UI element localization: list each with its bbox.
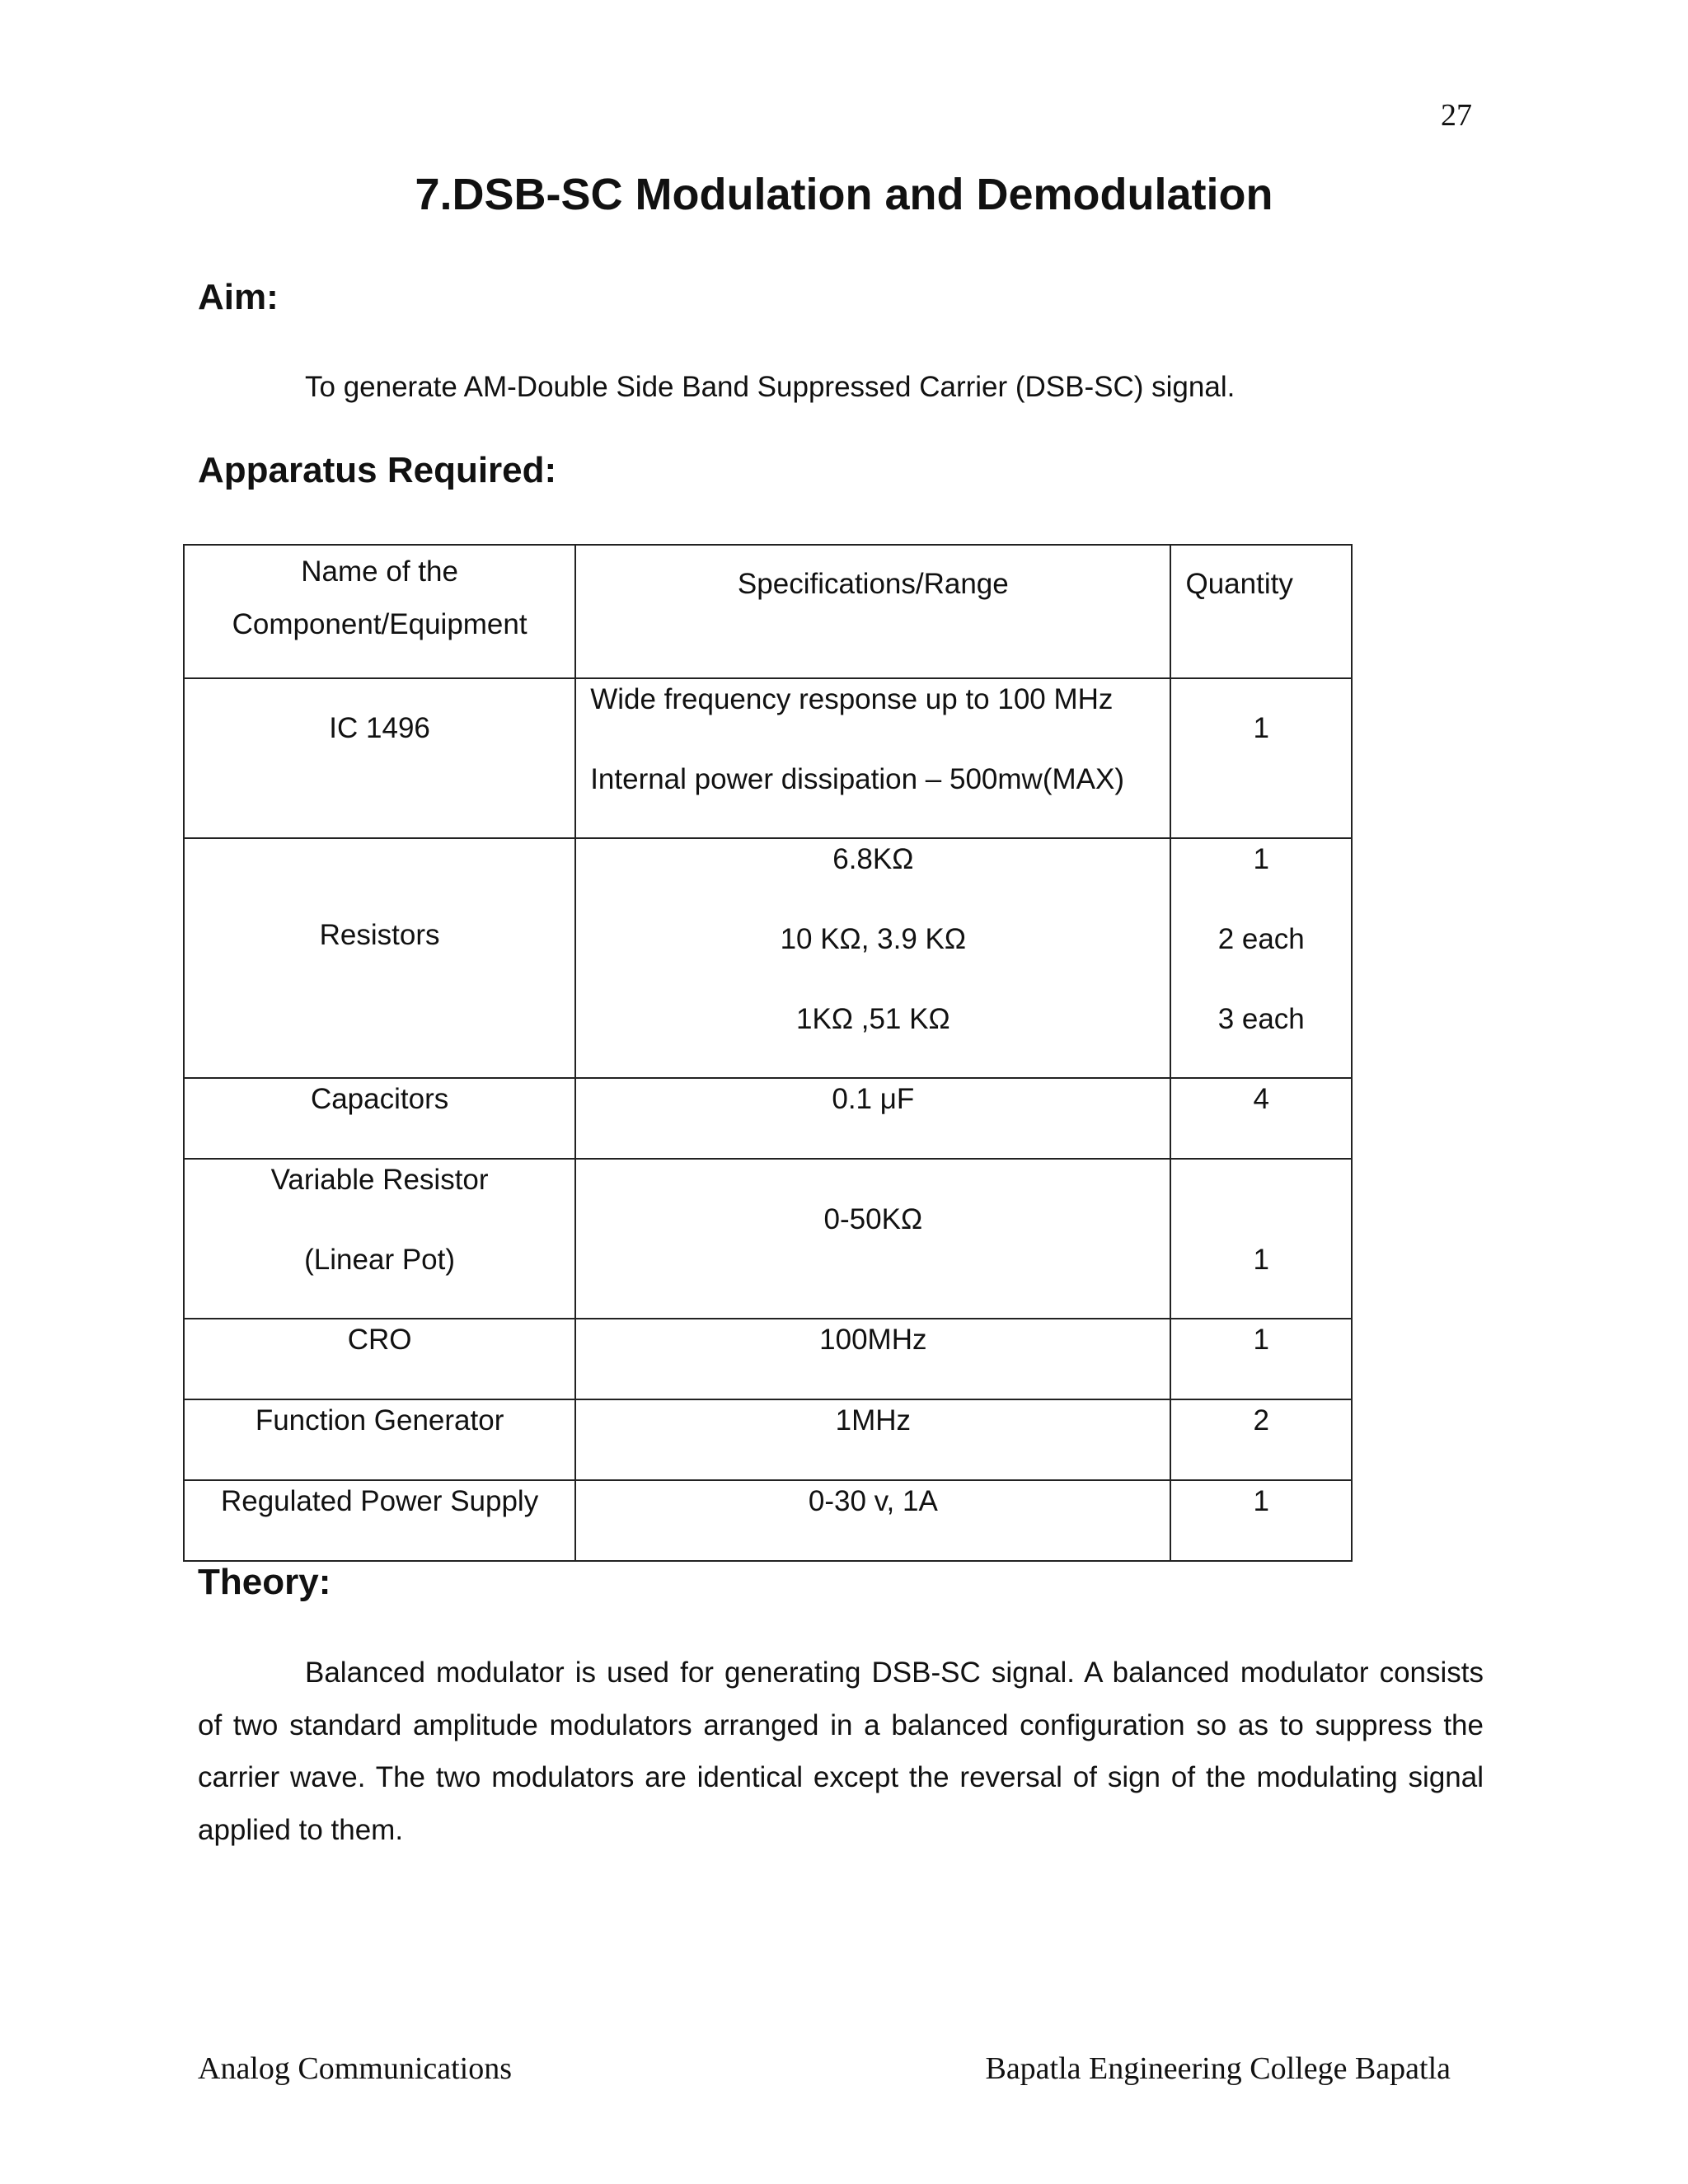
- row-varres-name-cell: [184, 1159, 575, 1319]
- row-cro-spec: 100MHz: [819, 1324, 927, 1356]
- row-rps-name: Regulated Power Supply: [220, 1485, 539, 1517]
- row-resistors-spec-cell: [575, 838, 1170, 1078]
- table-row: [184, 1480, 1352, 1561]
- header-qty: Quantity: [1185, 568, 1293, 600]
- theory-text: Balanced modulator is used for generating DSB-SC signal. A balanced modulator consists of two standard amplitude modulators arranged in a balanced configuration so as to suppress the carrier wave. The two modulators are identical except the reversal of sign of the modulating signal applied to them.: [198, 1657, 1484, 1846]
- row-resistors-qty2: 2 each: [1217, 923, 1305, 955]
- row-fg-spec-cell: [575, 1399, 1170, 1480]
- row-resistors-qty1: 1: [1253, 843, 1269, 875]
- row-rps-qty: 1: [1253, 1485, 1269, 1517]
- row-capacitors-spec-cell: [575, 1078, 1170, 1159]
- row-rps-qty-cell: [1170, 1480, 1352, 1561]
- row-ic-name-cell: [184, 678, 575, 838]
- row-cro-qty: 1: [1253, 1324, 1269, 1356]
- row-fg-name-cell: [184, 1399, 575, 1480]
- row-ic-qty-cell: [1170, 678, 1352, 838]
- apparatus-heading: Apparatus Required:: [198, 450, 557, 490]
- apparatus-table: [183, 544, 1353, 1562]
- row-cro-name: CRO: [347, 1324, 412, 1356]
- theory-heading: Theory:: [198, 1562, 331, 1602]
- header-spec-cell: [575, 545, 1170, 678]
- row-ic-qty: 1: [1253, 712, 1269, 744]
- row-varres-name1: Variable Resistor: [270, 1164, 489, 1196]
- row-rps-name-cell: [184, 1480, 575, 1561]
- page-title: 7.DSB-SC Modulation and Demodulation: [415, 170, 1273, 219]
- row-capacitors-spec: 0.1 μF: [832, 1083, 915, 1115]
- table-row: [184, 1078, 1352, 1159]
- row-capacitors-qty: 4: [1253, 1083, 1269, 1115]
- row-capacitors-qty-cell: [1170, 1078, 1352, 1159]
- footer-course-name: Analog Communications: [198, 2051, 513, 2086]
- table-row: [184, 1399, 1352, 1480]
- aim-heading: Aim:: [198, 277, 279, 317]
- row-capacitors-name-cell: [184, 1078, 575, 1159]
- table-row: [184, 1159, 1352, 1319]
- page-number: 27: [1441, 98, 1472, 133]
- row-rps-spec: 0-30 v, 1A: [808, 1485, 938, 1517]
- row-cro-qty-cell: [1170, 1319, 1352, 1399]
- row-varres-spec: 0-50KΩ: [823, 1203, 923, 1235]
- header-name-line2: Component/Equipment: [232, 608, 528, 640]
- row-ic-spec2: Internal power dissipation – 500mw(MAX): [590, 763, 1124, 795]
- row-varres-qty-cell: [1170, 1159, 1352, 1319]
- row-cro-name-cell: [184, 1319, 575, 1399]
- row-resistors-name: Resistors: [319, 919, 440, 951]
- header-name-cell: [184, 545, 575, 678]
- row-cro-spec-cell: [575, 1319, 1170, 1399]
- row-fg-spec: 1MHz: [835, 1404, 912, 1436]
- row-resistors-qty-cell: [1170, 838, 1352, 1078]
- row-ic-spec-cell: [575, 678, 1170, 838]
- row-rps-spec-cell: [575, 1480, 1170, 1561]
- row-varres-spec-cell: [575, 1159, 1170, 1319]
- table-row: [184, 1319, 1352, 1399]
- header-spec: Specifications/Range: [737, 568, 1009, 600]
- header-name-line1: Name of the: [301, 555, 458, 588]
- row-varres-qty: 1: [1253, 1244, 1269, 1276]
- row-fg-name: Function Generator: [255, 1404, 504, 1436]
- row-varres-name2: (Linear Pot): [304, 1244, 456, 1276]
- row-resistors-spec1: 6.8KΩ: [832, 843, 914, 875]
- row-fg-qty: 2: [1253, 1404, 1269, 1436]
- row-resistors-name-cell: [184, 838, 575, 1078]
- header-qty-cell: [1170, 545, 1352, 678]
- row-capacitors-name: Capacitors: [310, 1083, 449, 1115]
- row-resistors-spec2: 10 KΩ, 3.9 KΩ: [780, 923, 967, 955]
- table-header-row: [184, 545, 1352, 678]
- table-row: [184, 678, 1352, 838]
- row-resistors-spec3: 1KΩ ,51 KΩ: [796, 1003, 950, 1035]
- footer-college-name: Bapatla Engineering College Bapatla: [985, 2051, 1451, 2086]
- aim-text: To generate AM-Double Side Band Suppressed Carrier (DSB-SC) signal.: [305, 371, 1236, 403]
- table-row: [184, 838, 1352, 1078]
- row-ic-name: IC 1496: [329, 712, 430, 744]
- row-ic-spec1: Wide frequency response up to 100 MHz: [590, 683, 1114, 715]
- row-resistors-qty3: 3 each: [1217, 1003, 1305, 1035]
- row-fg-qty-cell: [1170, 1399, 1352, 1480]
